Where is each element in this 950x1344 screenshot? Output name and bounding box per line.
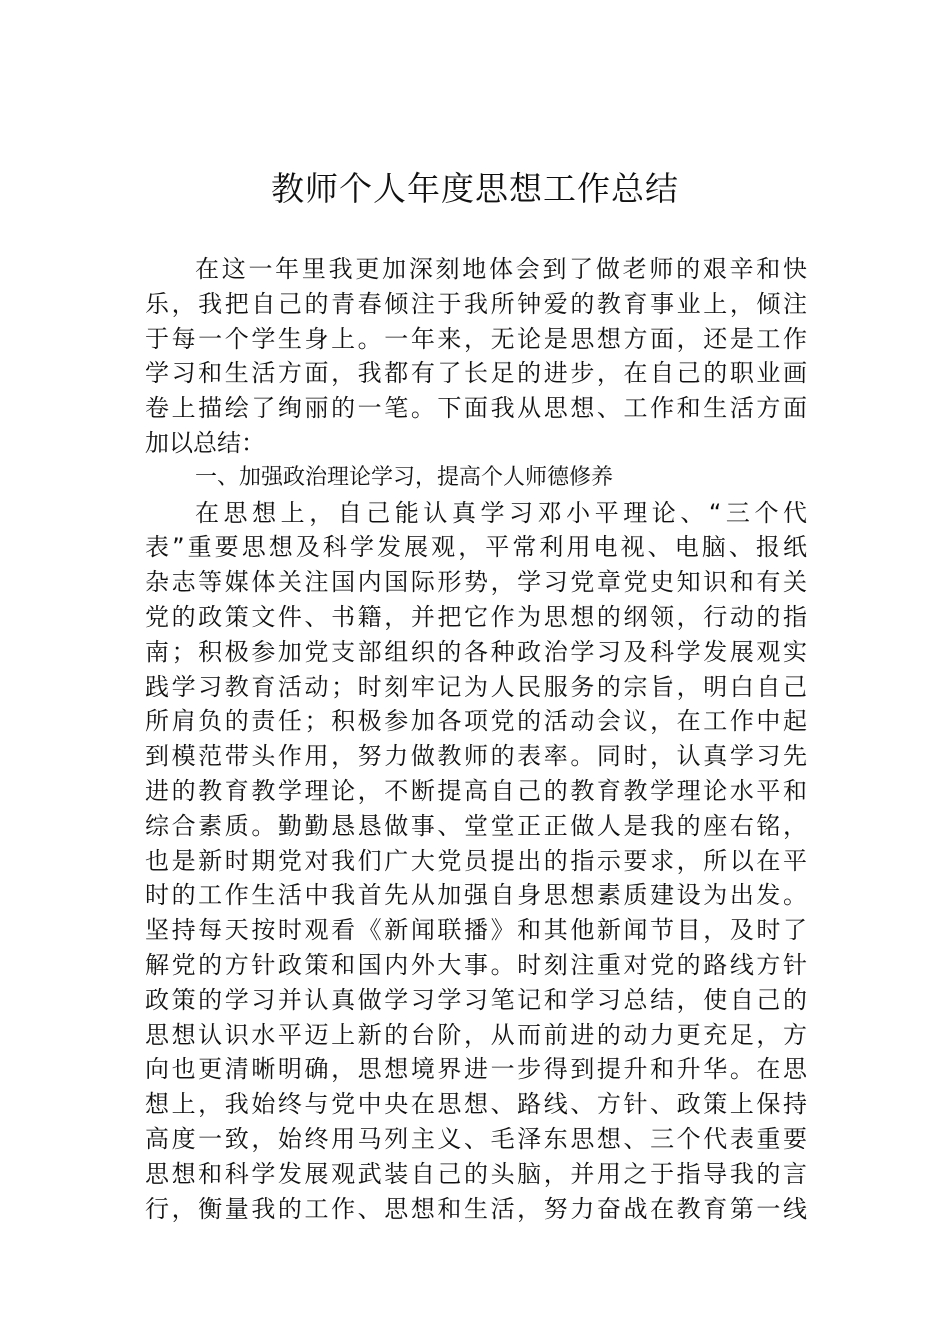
paragraph-line: 学习和生活方面，我都有了长足的进步，在自己的职业画 [145,359,807,388]
paragraph-line: 加以总结： [145,428,265,457]
paragraph-line: 于每一个学生身上。一年来，无论是思想方面，还是工作 [145,324,807,353]
paragraph-line: 思想认识水平迈上新的台阶，从而前进的动力更充足，方 [145,1020,807,1049]
paragraph-line: 卷上描绘了绚丽的一笔。下面我从思想、工作和生活方面 [145,394,807,423]
paragraph-line: 在这一年里我更加深刻地体会到了做老师的艰辛和快 [195,255,807,283]
paragraph-line: 也是新时期党对我们广大党员提出的指示要求，所以在平 [145,846,807,875]
paragraph-line: 综合素质。勤勤恳恳做事、堂堂正正做人是我的座右铭， [145,811,807,840]
paragraph-line: 坚持每天按时观看《新闻联播》和其他新闻节目，及时了 [145,916,807,945]
section-heading: 一、加强政治理论学习，提高个人师德修养 [195,464,614,490]
paragraph-line: 乐，我把自己的青春倾注于我所钟爱的教育事业上，倾注 [145,289,807,318]
paragraph-line: 政策的学习并认真做学习学习笔记和学习总结，使自己的 [145,985,807,1014]
paragraph-line: 解党的方针政策和国内外大事。时刻注重对党的路线方针 [145,950,807,979]
paragraph-line: 践学习教育活动；时刻牢记为人民服务的宗旨，明白自己 [145,672,807,701]
document-title: 教师个人年度思想工作总结 [271,169,679,208]
paragraph-line: 行，衡量我的工作、思想和生活，努力奋战在教育第一线 [145,1194,807,1223]
paragraph-line: 进的教育教学理论，不断提高自己的教育教学理论水平和 [145,776,807,805]
paragraph-line: 想上，我始终与党中央在思想、路线、方针、政策上保持 [145,1090,807,1119]
paragraph-line: 到模范带头作用，努力做教师的表率。同时，认真学习先 [145,742,807,771]
document-body [145,252,807,1226]
paragraph-line: 表”重要思想及科学发展观，平常利用电视、电脑、报纸 [145,533,807,562]
paragraph-line: 杂志等媒体关注国内国际形势，学习党章党史知识和有关 [145,568,807,597]
paragraph-line: 南；积极参加党支部组织的各种政治学习及科学发展观实 [145,637,807,666]
paragraph-line: 所肩负的责任；积极参加各项党的活动会议，在工作中起 [145,707,807,736]
paragraph-line: 党的政策文件、书籍，并把它作为思想的纲领，行动的指 [145,602,807,631]
paragraph-line: 高度一致，始终用马列主义、毛泽东思想、三个代表重要 [145,1124,807,1153]
paragraph-line: 思想和科学发展观武装自己的头脑，并用之于指导我的言 [145,1159,807,1188]
paragraph-line: 时的工作生活中我首先从加强自身思想素质建设为出发。 [145,881,807,910]
paragraph-line: 向也更清晰明确，思想境界进一步得到提升和升华。在思 [145,1055,807,1084]
paragraph-line: 在思想上，自己能认真学习邓小平理论、“三个代 [195,498,807,527]
